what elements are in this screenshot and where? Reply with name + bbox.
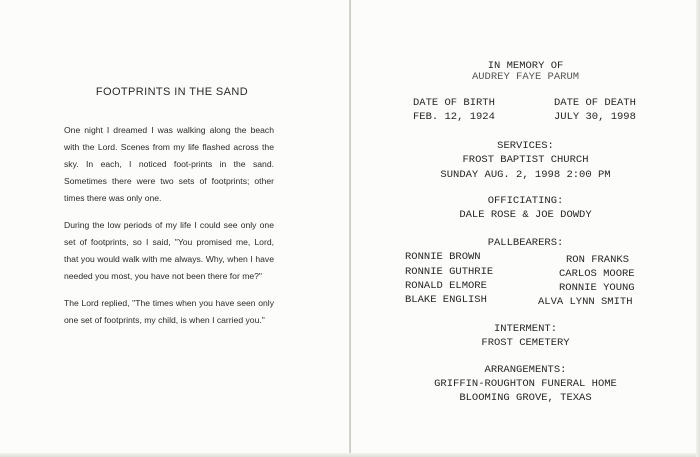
pallbearer-right-1: RON FRANKS xyxy=(566,254,630,266)
pallbearer-left-2: RONNIE GUTHRIE xyxy=(405,266,494,278)
pallbearer-right-4: ALVA LYNN SMITH xyxy=(538,296,633,308)
birth-label: DATE OF BIRTH xyxy=(413,97,495,109)
poem-paragraph-1: One night I dreamed I was walking along the beach with the Lord. Scenes from my life flashed across the sky. In each, I noticed foot-prints in the sand. Sometimes there were two sets of footprints; other times there was only one. xyxy=(64,125,274,203)
memory-heading: IN MEMORY OF xyxy=(487,60,564,72)
pallbearers-heading: PALLBEARERS: xyxy=(487,237,564,249)
paper-bottom-edge xyxy=(0,453,700,457)
poem-title: FOOTPRINTS IN THE SAND xyxy=(95,86,249,98)
pallbearer-left-4: BLAKE ENGLISH xyxy=(405,294,487,306)
death-date: JULY 30, 1998 xyxy=(554,111,636,123)
funeral-home: GRIFFIN-ROUGHTON FUNERAL HOME xyxy=(434,378,617,390)
cemetery-name: FROST CEMETERY xyxy=(481,337,570,349)
paper-right-edge xyxy=(696,0,700,457)
interment-heading: INTERMENT: xyxy=(493,323,557,335)
pallbearer-left-3: RONALD ELMORE xyxy=(405,280,487,292)
poem-paragraph-3: The Lord replied, "The times when you have seen only one set of footprints, my child, is when I carried you." xyxy=(64,298,274,325)
services-heading: SERVICES: xyxy=(497,140,554,152)
church-name: FROST BAPTIST CHURCH xyxy=(462,154,589,166)
service-time: SUNDAY AUG. 2, 1998 2:00 PM xyxy=(440,169,611,181)
officiants: DALE ROSE & JOE DOWDY xyxy=(459,209,592,221)
poem xyxy=(64,86,274,339)
right-page xyxy=(351,0,700,457)
birth-date: FEB. 12, 1924 xyxy=(413,111,495,123)
officiating-heading: OFFICIATING: xyxy=(487,195,564,207)
funeral-location: BLOOMING GROVE, TEXAS xyxy=(459,392,592,404)
pallbearer-left-1: RONNIE BROWN xyxy=(405,251,481,263)
poem-paragraph-2: During the low periods of my life I could see only one set of footprints, so I said, "You promised me, Lord, that you would walk with me always. Why, when I have needed you most, you have not been there for me?" xyxy=(64,220,274,281)
death-label: DATE OF DEATH xyxy=(554,97,636,109)
left-page xyxy=(0,0,349,457)
deceased-name: AUDREY FAYE PARUM xyxy=(471,71,580,83)
pallbearer-right-2: CARLOS MOORE xyxy=(559,268,635,280)
arrangements-heading: ARRANGEMENTS: xyxy=(484,364,567,376)
pallbearer-right-3: RONNIE YOUNG xyxy=(559,282,635,294)
